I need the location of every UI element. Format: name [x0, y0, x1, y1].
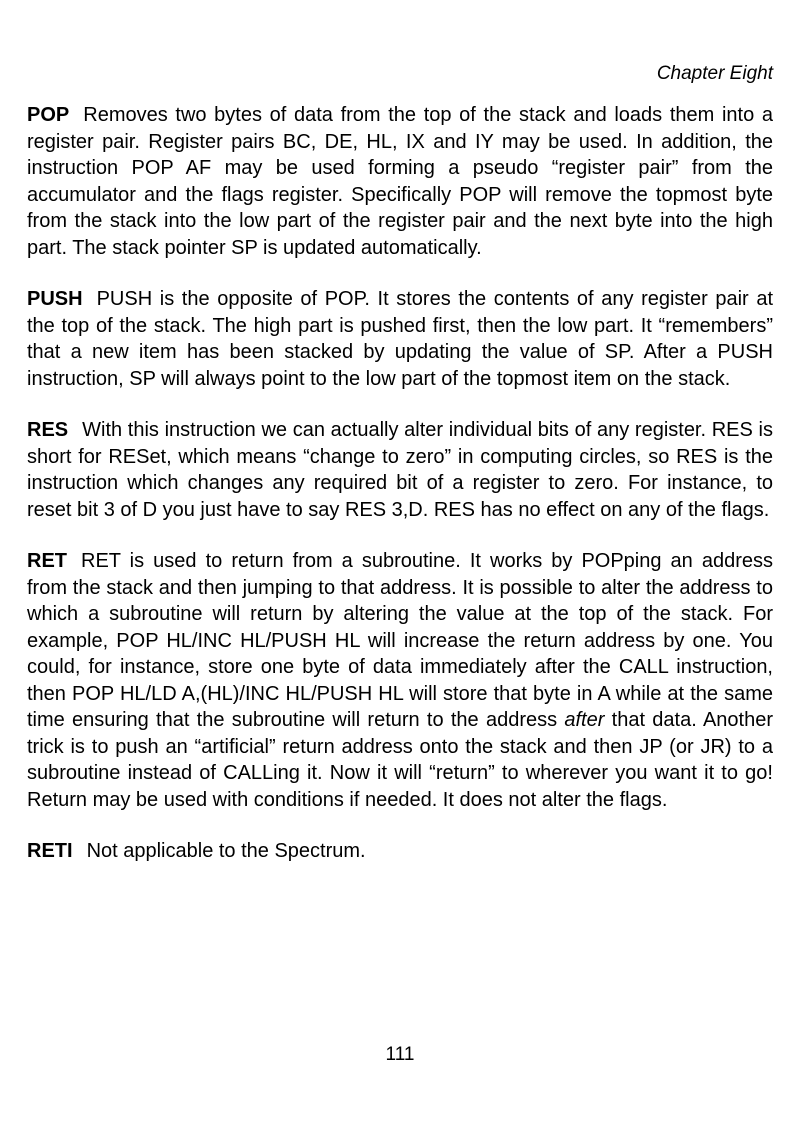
page-number: 111 [385, 1044, 415, 1065]
section-res [27, 417, 773, 523]
instruction-keyword: RET [27, 550, 67, 572]
page-content [27, 102, 773, 865]
section-reti [27, 838, 773, 865]
body-text: Not applicable to the Spectrum. [86, 840, 366, 862]
section-push [27, 286, 773, 392]
chapter-header: Chapter Eight [656, 63, 773, 84]
body-text: that data. Another trick is to push an “artificial” return address onto the stack and then JP (or JR) to a subroutine instead of CALLing it. Now it will “return” to wherever you want it to go! Return may be used with conditions if needed. It does not alter the flags. [27, 709, 773, 811]
instruction-keyword: RES [27, 419, 69, 441]
instruction-keyword: POP [27, 104, 70, 126]
section-pop [27, 102, 773, 261]
instruction-keyword: RETI [27, 840, 73, 862]
section-ret [27, 548, 773, 813]
body-text: PUSH is the opposite of POP. It stores the contents of any register pair at the top of the stack. The high part is pushed first, then the low part. It “remembers” that a new item has been stacked by updating the value of SP. After a PUSH instruction, SP will always point to the low part of the topmost item on the stack. [27, 288, 773, 390]
body-text: Removes two bytes of data from the top of the stack and loads them into a register pair. Register pairs BC, DE, HL, IX and IY may be used. In addition, the instruction POP AF may be used forming a pseudo “register pair” from the accumulator and the flags register. Specifically POP will remove the topmost byte from the stack into the low part of the register pair and the next byte into the high part. The stack pointer SP is updated automatically. [27, 104, 773, 259]
italic-body-text: after [564, 709, 605, 731]
instruction-keyword: PUSH [27, 288, 83, 310]
body-text: With this instruction we can actually alter individual bits of any register. RES is short for RESet, which means “change to zero” in computing circles, so RES is the instruction which changes any required bit of a register to zero. For instance, to reset bit 3 of D you just have to say RES 3,D. RES has no effect on any of the flags. [27, 419, 773, 521]
body-text: RET is used to return from a subroutine. It works by POPping an address from the stack and then jumping to that address. It is possible to alter the address to which a subroutine will return by altering the value at the top of the stack. For example, POP HL/INC HL/PUSH HL will increase the return address by one. You could, for instance, store one byte of data immediately after the CALL instruction, then POP HL/LD A,(HL)/INC HL/PUSH HL will store that byte in A while at the same time ensuring that the subroutine will return to the address [27, 550, 773, 731]
